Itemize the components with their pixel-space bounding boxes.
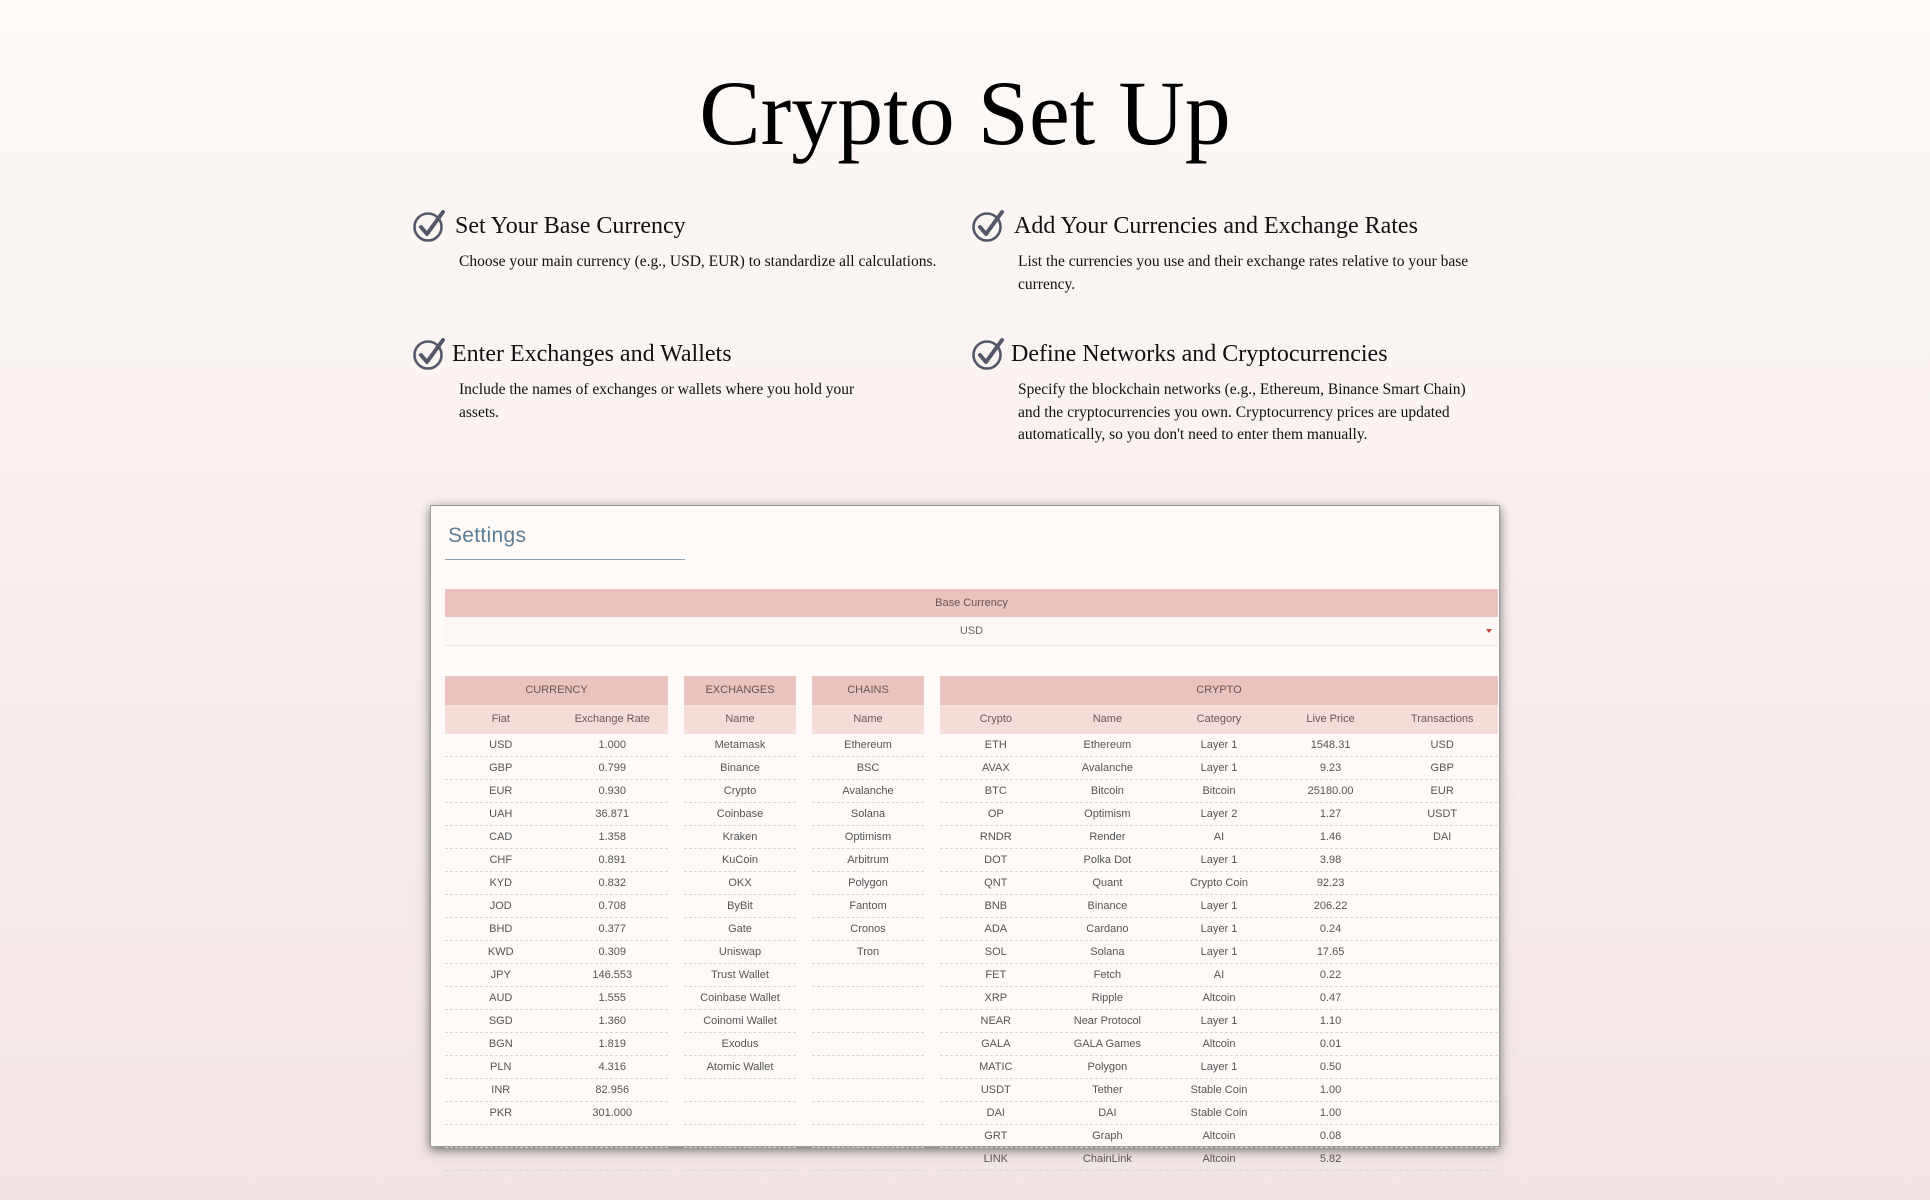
table-cell[interactable]: MATIC (979, 1061, 1013, 1073)
table-cell[interactable]: 92.23 (1316, 877, 1345, 889)
table-cell[interactable]: Binance (720, 762, 760, 774)
column-header: Name (853, 713, 883, 725)
table-row (812, 987, 924, 1010)
check-circle-icon (412, 209, 446, 243)
column-header: Exchange Rate (574, 713, 650, 725)
step-description: Specify the blockchain networks (e.g., Ethereum, Binance Smart Chain) and the cryptocurrencies you own. Cryptocurrency prices are updated automatically, so you don't need to enter them manually. (1018, 381, 1466, 443)
table-cell[interactable]: Ethereum (1083, 739, 1132, 751)
table-row (940, 734, 1498, 757)
table-cell[interactable]: 9.23 (1319, 762, 1342, 774)
table-header-row (445, 705, 668, 734)
table-cell[interactable]: Coinbase Wallet (700, 992, 780, 1004)
base-currency-label: Base Currency (445, 589, 1498, 617)
table-cell[interactable]: NEAR (980, 1015, 1012, 1027)
table-cell[interactable]: Ethereum (844, 739, 892, 751)
table-cell[interactable]: 3.98 (1319, 854, 1342, 866)
table-row (445, 849, 668, 872)
table-row (812, 1056, 924, 1079)
table-row (684, 918, 796, 941)
table-cell[interactable]: Binance (1087, 900, 1128, 912)
settings-title-underline (445, 559, 685, 560)
table-cell[interactable]: Layer 1 (1200, 900, 1238, 912)
table-row (940, 964, 1498, 987)
table-cell[interactable]: Altcoin (1202, 1153, 1236, 1165)
table-cell[interactable]: UAH (489, 808, 513, 820)
table-cell[interactable] (557, 1125, 669, 1147)
table-cell[interactable]: 0.08 (1319, 1130, 1342, 1142)
table-cell[interactable] (812, 1056, 924, 1078)
table-title: CHAINS (812, 676, 924, 705)
table-row (940, 849, 1498, 872)
table-cell[interactable]: Polka Dot (1083, 854, 1132, 866)
table-row (940, 1033, 1498, 1056)
table-cell[interactable] (684, 1148, 796, 1170)
table-cell[interactable]: 0.47 (1319, 992, 1342, 1004)
table-row (684, 1056, 796, 1079)
table-row (812, 1010, 924, 1033)
table-cell[interactable]: JOD (489, 900, 512, 912)
table-cell[interactable]: 1.555 (598, 992, 627, 1004)
table-cell[interactable]: 82.956 (595, 1084, 630, 1096)
table-cell[interactable]: 36.871 (595, 808, 630, 820)
table-cell[interactable]: 0.708 (598, 900, 627, 912)
table-cell[interactable]: Crypto (723, 785, 757, 797)
table-row (684, 941, 796, 964)
step-heading: Define Networks and Cryptocurrencies (1011, 341, 1388, 367)
table-cell[interactable] (812, 1010, 924, 1032)
table-row (684, 1125, 796, 1148)
table-cell[interactable] (812, 1033, 924, 1055)
table-cell[interactable]: CAD (489, 831, 513, 843)
table-row (812, 918, 924, 941)
table-row (812, 734, 924, 757)
table-row (940, 941, 1498, 964)
table-row (940, 803, 1498, 826)
table-row (445, 803, 668, 826)
table-cell[interactable]: AUD (489, 992, 513, 1004)
table-cell[interactable]: 0.891 (598, 854, 627, 866)
table-cell[interactable]: ByBit (727, 900, 753, 912)
check-circle-icon (971, 337, 1005, 371)
step-description: List the currencies you use and their exchange rates relative to your base currency. (1018, 253, 1469, 293)
table-cell[interactable] (1386, 1033, 1498, 1055)
chains-table (812, 676, 924, 1171)
table-cell[interactable]: BHD (489, 923, 513, 935)
table-row (812, 895, 924, 918)
table-cell[interactable]: AI (1213, 969, 1225, 981)
table-row (445, 941, 668, 964)
table-row (445, 734, 668, 757)
table-cell[interactable]: Altcoin (1202, 992, 1236, 1004)
base-currency-select[interactable] (445, 617, 1498, 646)
table-row (940, 1079, 1498, 1102)
table-cell[interactable] (445, 1148, 557, 1170)
table-cell[interactable]: RNDR (979, 831, 1012, 843)
table-cell[interactable]: 1.27 (1319, 808, 1342, 820)
table-cell[interactable] (1386, 872, 1498, 894)
table-row (684, 734, 796, 757)
table-cell[interactable]: Layer 1 (1200, 739, 1238, 751)
table-cell[interactable]: SOL (984, 946, 1007, 958)
table-cell[interactable]: 206.22 (1313, 900, 1348, 912)
table-cell[interactable]: Fantom (849, 900, 887, 912)
table-cell[interactable]: Graph (1092, 1130, 1123, 1142)
table-cell[interactable]: Exodus (721, 1038, 759, 1050)
table-cell[interactable]: OKX (728, 877, 752, 889)
step-heading: Enter Exchanges and Wallets (452, 341, 732, 367)
table-cell[interactable] (812, 987, 924, 1009)
table-cell[interactable]: BTC (984, 785, 1007, 797)
table-cell[interactable]: CHF (489, 854, 513, 866)
settings-panel (430, 505, 1500, 1165)
dropdown-caret-icon[interactable] (1486, 629, 1492, 633)
table-cell[interactable]: LINK (983, 1153, 1009, 1165)
table-cell[interactable]: SGD (488, 1015, 513, 1027)
table-cell[interactable]: 4.316 (598, 1061, 627, 1073)
table-cell[interactable]: GBP (1430, 762, 1454, 774)
table-cell[interactable]: Near Protocol (1073, 1015, 1142, 1027)
table-row (445, 1010, 668, 1033)
table-cell[interactable] (1386, 1079, 1498, 1101)
table-cell[interactable] (1386, 987, 1498, 1009)
table-cell[interactable]: Tron (856, 946, 880, 958)
table-cell[interactable]: 0.799 (598, 762, 627, 774)
table-cell[interactable]: Optimism (1084, 808, 1131, 820)
table-cell[interactable] (557, 1148, 669, 1170)
currency-table (445, 676, 668, 1171)
table-cell[interactable]: QNT (984, 877, 1008, 889)
table-row (812, 803, 924, 826)
table-cell[interactable]: Altcoin (1202, 1130, 1236, 1142)
table-row (684, 1079, 796, 1102)
table-row (940, 1125, 1498, 1148)
table-cell[interactable] (1386, 918, 1498, 940)
table-row (684, 849, 796, 872)
table-cell[interactable]: Gate (728, 923, 752, 935)
table-cell[interactable]: PKR (489, 1107, 513, 1119)
table-cell[interactable]: 146.553 (592, 969, 633, 981)
table-row (940, 987, 1498, 1010)
table-cell[interactable]: Ripple (1091, 992, 1123, 1004)
table-cell[interactable]: 1548.31 (1310, 739, 1351, 751)
table-cell[interactable] (812, 1125, 924, 1147)
table-cell[interactable]: USD (489, 739, 513, 751)
table-cell[interactable]: XRP (984, 992, 1008, 1004)
column-header: Name (725, 713, 755, 725)
table-cell[interactable]: Tether (1092, 1084, 1123, 1096)
table-cell[interactable]: USDT (980, 1084, 1011, 1096)
table-row (445, 895, 668, 918)
table-cell[interactable]: Fetch (1093, 969, 1122, 981)
table-cell[interactable]: 0.50 (1319, 1061, 1342, 1073)
table-row (445, 964, 668, 987)
table-cell[interactable]: 0.22 (1319, 969, 1342, 981)
table-row (812, 780, 924, 803)
table-cell[interactable]: Uniswap (718, 946, 762, 958)
table-cell[interactable]: Kraken (722, 831, 758, 843)
table-cell[interactable]: 1.358 (598, 831, 627, 843)
column-header: Live Price (1306, 713, 1355, 725)
table-cell[interactable]: Solana (1090, 946, 1125, 958)
table-row (684, 757, 796, 780)
table-cell[interactable]: Altcoin (1202, 1038, 1236, 1050)
table-cell[interactable]: GALA Games (1073, 1038, 1142, 1050)
table-cell[interactable]: INR (491, 1084, 511, 1096)
table-row (684, 780, 796, 803)
table-cell[interactable]: Trust Wallet (711, 969, 769, 981)
table-cell[interactable]: Stable Coin (1190, 1084, 1248, 1096)
table-row (684, 895, 796, 918)
table-cell[interactable] (812, 1079, 924, 1101)
column-header: Crypto (979, 713, 1012, 725)
table-row (445, 757, 668, 780)
table-row (940, 872, 1498, 895)
table-cell[interactable] (1386, 849, 1498, 871)
table-cell[interactable]: KuCoin (721, 854, 759, 866)
table-cell[interactable]: 1.360 (598, 1015, 627, 1027)
table-cell[interactable]: ETH (984, 739, 1007, 751)
table-cell[interactable]: USD (1430, 739, 1454, 751)
column-header: Transactions (1410, 713, 1474, 725)
table-cell[interactable]: KWD (487, 946, 514, 958)
table-cell[interactable] (1386, 941, 1498, 963)
column-header: Fiat (491, 713, 510, 725)
table-cell[interactable] (1386, 895, 1498, 917)
table-row (812, 757, 924, 780)
table-row (940, 1056, 1498, 1079)
table-cell[interactable]: Coinbase (716, 808, 764, 820)
table-row (684, 826, 796, 849)
table-row (445, 918, 668, 941)
table-row (684, 964, 796, 987)
table-cell[interactable]: AI (1213, 831, 1225, 843)
table-cell[interactable]: 301.000 (592, 1107, 633, 1119)
table-cell[interactable]: Stable Coin (1190, 1107, 1248, 1119)
table-cell[interactable]: Polygon (848, 877, 888, 889)
table-cell[interactable]: Arbitrum (847, 854, 889, 866)
table-row (684, 803, 796, 826)
table-cell[interactable]: Coinomi Wallet (703, 1015, 777, 1027)
table-cell[interactable] (1386, 1148, 1498, 1170)
table-row (684, 1010, 796, 1033)
table-cell[interactable]: Layer 1 (1200, 1015, 1238, 1027)
crypto-table (940, 676, 1498, 1171)
table-cell[interactable]: DAI (1433, 831, 1452, 843)
table-row (812, 826, 924, 849)
table-row (812, 1102, 924, 1125)
table-cell[interactable]: Cardano (1086, 923, 1129, 935)
table-cell[interactable] (684, 1079, 796, 1101)
column-header: Name (1092, 713, 1123, 725)
table-row (812, 1079, 924, 1102)
table-header-row (812, 705, 924, 734)
table-cell[interactable] (1386, 964, 1498, 986)
table-cell[interactable]: BGN (488, 1038, 513, 1050)
table-cell[interactable]: 0.377 (598, 923, 627, 935)
table-row (812, 872, 924, 895)
table-row (445, 1079, 668, 1102)
table-row (940, 918, 1498, 941)
table-cell[interactable]: Crypto Coin (1189, 877, 1249, 889)
table-title: EXCHANGES (684, 676, 796, 705)
table-cell[interactable]: Layer 1 (1200, 923, 1238, 935)
table-cell[interactable]: 1.10 (1319, 1015, 1342, 1027)
table-row (445, 1148, 668, 1171)
table-cell[interactable]: Layer 2 (1200, 808, 1238, 820)
table-row (940, 780, 1498, 803)
table-cell[interactable]: 1.000 (598, 739, 627, 751)
table-cell[interactable]: 5.82 (1319, 1153, 1342, 1165)
table-cell[interactable]: Layer 1 (1200, 946, 1238, 958)
table-cell[interactable]: 1.46 (1319, 831, 1342, 843)
table-row (445, 1056, 668, 1079)
settings-title: Settings (448, 524, 527, 547)
table-cell[interactable]: FET (985, 969, 1007, 981)
table-cell[interactable]: OP (987, 808, 1004, 820)
table-cell[interactable]: Layer 1 (1200, 854, 1238, 866)
table-cell[interactable]: DAI (1098, 1107, 1117, 1119)
table-row (445, 1033, 668, 1056)
table-cell[interactable]: GBP (489, 762, 513, 774)
table-cell[interactable]: KYD (489, 877, 513, 889)
table-row (445, 1125, 668, 1148)
table-cell[interactable]: 1.00 (1319, 1084, 1342, 1096)
table-cell[interactable]: 0.930 (598, 785, 627, 797)
table-row (684, 1033, 796, 1056)
table-cell[interactable]: 0.832 (598, 877, 627, 889)
table-row (684, 987, 796, 1010)
table-row (940, 895, 1498, 918)
table-cell[interactable]: BNB (984, 900, 1008, 912)
table-row (940, 1010, 1498, 1033)
table-cell[interactable]: Layer 1 (1200, 762, 1238, 774)
table-cell[interactable]: 17.65 (1316, 946, 1345, 958)
table-row (812, 1033, 924, 1056)
table-row (940, 757, 1498, 780)
table-cell[interactable]: GRT (984, 1130, 1008, 1142)
table-cell[interactable] (684, 1102, 796, 1124)
table-row (445, 987, 668, 1010)
table-cell[interactable] (445, 1125, 557, 1147)
table-cell[interactable]: AVAX (981, 762, 1010, 774)
table-cell[interactable]: 1.819 (598, 1038, 627, 1050)
table-cell[interactable]: Polygon (1087, 1061, 1128, 1073)
table-cell[interactable] (1386, 1125, 1498, 1147)
table-cell[interactable]: GALA (981, 1038, 1011, 1050)
step-description: Choose your main currency (e.g., USD, EUR) to standardize all calculations. (459, 253, 937, 270)
table-cell[interactable]: Layer 1 (1200, 1061, 1238, 1073)
table-cell[interactable]: JPY (490, 969, 511, 981)
table-header-row (940, 705, 1498, 734)
table-row (684, 1148, 796, 1171)
table-cell[interactable]: EUR (1430, 785, 1454, 797)
column-header: Category (1196, 713, 1242, 725)
table-cell[interactable]: BSC (856, 762, 880, 774)
step-heading: Add Your Currencies and Exchange Rates (1014, 213, 1418, 239)
table-cell[interactable]: 0.24 (1319, 923, 1342, 935)
table-cell[interactable]: ADA (984, 923, 1008, 935)
exchanges-table (684, 676, 796, 1171)
table-cell[interactable] (1386, 1056, 1498, 1078)
table-cell[interactable]: EUR (489, 785, 513, 797)
table-cell[interactable]: Optimism (844, 831, 892, 843)
table-cell[interactable]: Avalanche (1081, 762, 1133, 774)
table-row (812, 849, 924, 872)
table-cell[interactable]: 0.01 (1319, 1038, 1342, 1050)
check-circle-icon (412, 337, 446, 371)
base-currency-value: USD (959, 625, 984, 637)
table-title: CRYPTO (940, 676, 1498, 705)
table-cell[interactable]: 25180.00 (1307, 785, 1354, 797)
table-header-row (684, 705, 796, 734)
table-cell[interactable]: ChainLink (1082, 1153, 1132, 1165)
table-cell[interactable] (812, 964, 924, 986)
table-row (684, 1102, 796, 1125)
table-row (812, 941, 924, 964)
table-row (940, 1102, 1498, 1125)
table-row (445, 826, 668, 849)
table-cell[interactable]: Quant (1092, 877, 1123, 889)
table-cell[interactable]: DOT (984, 854, 1008, 866)
table-cell[interactable]: Bitcoin (1202, 785, 1236, 797)
table-row (445, 1102, 668, 1125)
table-cell[interactable] (812, 1148, 924, 1170)
table-row (445, 780, 668, 803)
step-description: Include the names of exchanges or wallets where you hold your assets. (459, 381, 855, 421)
table-title: CURRENCY (445, 676, 668, 705)
table-cell[interactable] (1386, 1102, 1498, 1124)
table-cell[interactable]: USDT (1427, 808, 1458, 820)
table-row (684, 872, 796, 895)
table-cell[interactable]: Solana (850, 808, 886, 820)
table-cell[interactable] (812, 1102, 924, 1124)
table-row (812, 1148, 924, 1171)
table-row (940, 826, 1498, 849)
check-circle-icon (971, 209, 1005, 243)
table-cell[interactable] (1386, 1010, 1498, 1032)
table-row (812, 964, 924, 987)
table-cell[interactable]: Bitcoin (1090, 785, 1124, 797)
table-cell[interactable]: Avalanche (842, 785, 894, 797)
table-cell[interactable]: Cronos (850, 923, 886, 935)
page-title: Crypto Set Up (699, 62, 1231, 164)
table-row (445, 872, 668, 895)
step-heading: Set Your Base Currency (455, 213, 686, 239)
table-cell[interactable] (684, 1125, 796, 1147)
table-cell[interactable]: Metamask (714, 739, 766, 751)
table-cell[interactable]: DAI (986, 1107, 1005, 1119)
table-cell[interactable]: Render (1089, 831, 1126, 843)
table-cell[interactable]: Atomic Wallet (706, 1061, 774, 1073)
table-row (940, 1148, 1498, 1171)
table-cell[interactable]: PLN (490, 1061, 512, 1073)
table-cell[interactable]: 0.309 (598, 946, 627, 958)
table-cell[interactable]: 1.00 (1319, 1107, 1342, 1119)
table-row (812, 1125, 924, 1148)
